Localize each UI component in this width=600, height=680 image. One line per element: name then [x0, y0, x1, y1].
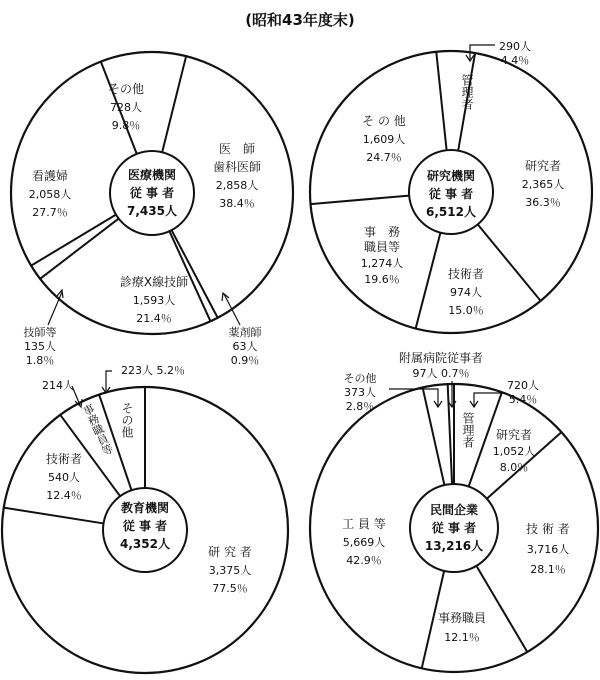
- slice-boundary: [476, 566, 527, 652]
- center-label-title: 医療機関: [127, 168, 177, 182]
- slice-label-count: 728人: [110, 101, 142, 114]
- center-label-title: 教育機関: [120, 501, 170, 515]
- leader-line: [48, 292, 62, 325]
- slice-label-count: 1,274人: [360, 257, 404, 270]
- slice-boundary: [478, 224, 541, 300]
- slice-label-name: その他: [120, 402, 134, 438]
- slice-label-count: 2,058人: [28, 188, 72, 201]
- center-label-title: 従 事 者: [431, 521, 477, 535]
- slice-boundary: [162, 56, 186, 152]
- slice-label-name: その他: [107, 82, 145, 96]
- slice-boundary: [40, 219, 119, 279]
- center-label-total: 7,435人: [127, 204, 177, 218]
- slice-label-name: 技術者: [447, 267, 485, 281]
- slice-label-percent: 38.4％: [219, 197, 255, 210]
- slice-label-name: 歯科医師: [212, 160, 262, 174]
- page-title: (昭和43年度末): [245, 11, 355, 29]
- slice-label-name: 研究者: [524, 159, 562, 173]
- center-label-total: 6,512人: [426, 205, 476, 219]
- slice-label-name: 診療X線技師: [119, 275, 189, 289]
- slice-label-count: 2,365人: [521, 178, 565, 191]
- slice-label-count: 1,609人: [362, 133, 406, 146]
- slice-label-count: 720人: [507, 379, 539, 392]
- slice-boundary: [31, 215, 116, 266]
- slice-label-name: 管理者: [461, 412, 475, 448]
- slice-label-percent: 15.0％: [448, 304, 484, 317]
- center-label-title: 従 事 者: [122, 519, 168, 533]
- slice-label-name: 事 務: [363, 225, 401, 239]
- slice-label-percent: 21.4％: [136, 312, 172, 325]
- slice-label-count: 974人: [450, 286, 482, 299]
- center-label-title: 民間企業: [429, 503, 479, 517]
- slice-label-name: 研究者: [495, 428, 533, 442]
- slice-boundary: [436, 52, 446, 150]
- center-label-total: 13,216人: [424, 539, 484, 553]
- slice-label-percent: 4.4％: [500, 54, 530, 67]
- leader-line: [224, 294, 240, 325]
- slice-boundary: [172, 230, 218, 318]
- center-label-title: 従 事 者: [428, 187, 474, 201]
- slice-label-percent: 27.7％: [32, 206, 68, 219]
- slice-label-percent: 24.7％: [366, 151, 402, 164]
- slice-label-name: 研 究 者: [208, 545, 252, 559]
- slice-label-percent: 12.4％: [46, 489, 82, 502]
- slice-label-name: 事務職員: [437, 611, 487, 625]
- slice-label-percent: 1.8％: [25, 354, 55, 367]
- center-label-title: 研究機関: [426, 169, 476, 183]
- slice-label-count: 1,593人: [132, 294, 176, 307]
- slice-boundary: [4, 508, 104, 524]
- slice-boundary: [311, 196, 410, 204]
- slice-label-count: 540人: [48, 471, 80, 484]
- slice-label-count: 290人: [499, 40, 531, 53]
- slice-label-percent: 77.5％: [212, 582, 248, 595]
- slice-label-count: 5,669人: [342, 536, 386, 549]
- slice-label-name: 管理者: [460, 74, 474, 110]
- slice-label-count: 1,052人: [492, 445, 536, 458]
- slice-label-count: 373人: [344, 386, 376, 399]
- slice-label-count: 214人: [42, 379, 74, 392]
- slice-label-count: 63人: [232, 340, 258, 353]
- center-label-total: 4,352人: [120, 537, 170, 551]
- slice-label-name: 技術者: [45, 452, 83, 466]
- slice-label-name: その他: [343, 372, 377, 385]
- slice-label-name: 附属病院従事者: [398, 351, 484, 365]
- slice-label-count: 3,716人: [526, 543, 570, 556]
- slice-label-percent: 28.1％: [530, 563, 566, 576]
- slice-label-percent: 9.8％: [111, 119, 141, 132]
- slice-boundary: [416, 233, 441, 329]
- slice-label-percent: 97人 0.7％: [412, 367, 470, 380]
- center-label-title: 従 事 者: [129, 186, 175, 200]
- slice-label-percent: 223人 5.2％: [121, 364, 185, 377]
- slice-label-name: そ の 他: [362, 114, 406, 128]
- slice-label-name: 医 師: [218, 142, 256, 156]
- slice-label-name: 事務職員等: [80, 402, 116, 458]
- slice-label-name: 技師等: [23, 326, 57, 339]
- slice-label-name: 工 員 等: [342, 517, 386, 531]
- slice-label-percent: 19.6％: [364, 273, 400, 286]
- slice-label-count: 3,375人: [208, 564, 252, 577]
- slice-label-percent: 42.9％: [346, 554, 382, 567]
- slice-label-percent: 2.8％: [345, 400, 375, 413]
- slice-label-percent: 8.0％: [499, 461, 529, 474]
- slice-label-percent: 12.1％: [444, 631, 480, 644]
- slice-label-percent: 36.3％: [525, 196, 561, 209]
- slice-label-name: 薬剤師: [228, 326, 262, 339]
- slice-label-percent: 0.9％: [230, 354, 260, 367]
- slice-label-name: 技 術 者: [526, 522, 570, 536]
- leader-line: [389, 389, 438, 406]
- slice-label-count: 135人: [24, 340, 56, 353]
- slice-label-percent: 5.4％: [508, 393, 538, 406]
- slice-label-name: 職員等: [363, 240, 401, 254]
- slice-label-name: 看護婦: [31, 169, 69, 183]
- slice-label-count: 2,858人: [215, 179, 259, 192]
- leader-arrows: [72, 371, 112, 407]
